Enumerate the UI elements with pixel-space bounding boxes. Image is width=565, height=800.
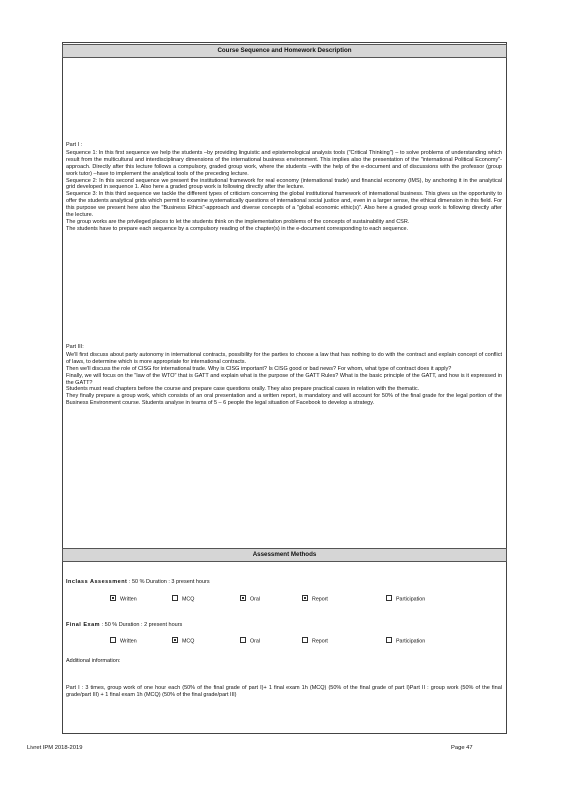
checkbox-label: Report (312, 638, 328, 645)
final-exam-checkboxes (110, 637, 500, 646)
checkbox-label: Report (312, 596, 328, 603)
unchecked-box-icon[interactable] (386, 637, 392, 643)
checkbox-written[interactable] (110, 595, 172, 604)
checkbox-label: MCQ (182, 596, 195, 603)
checkbox-label: Participation (396, 596, 426, 603)
checkbox-label: Written (120, 596, 137, 603)
footer-booklet-title: Livret IPM 2018-2019 (27, 745, 83, 751)
final-exam-row (66, 622, 502, 629)
checkbox-label: Oral (250, 596, 261, 603)
checkbox-participation[interactable] (386, 637, 466, 646)
part2-paragraph: We'll first discuss about party autonomy in international contracts, possibility for the parties to choose a law that has nothing to do with the contract and explain concept of conflict of laws, to determine which is more appropriate for international contracts. (66, 351, 502, 365)
final-exam-details: : 50 % Duration : 2 present hours (101, 622, 183, 628)
inclass-label: Inclass Assessment (66, 579, 128, 585)
part2-paragraph: Finally, we will focus on the "law of the WTO" that is GATT and explain what is the purpose of the GATT Rules? What is the basic principle of the GATT, and how is it expressed in the GATT? (66, 372, 502, 386)
checkbox-label: Oral (250, 638, 261, 645)
checkbox-label: Written (120, 638, 137, 645)
inclass-checkboxes (110, 595, 500, 604)
final-exam-label: Final Exam (66, 622, 101, 628)
checkbox-label: MCQ (182, 638, 195, 645)
part2-paragraph: Students must read chapters before the course and prepare case questions orally. They also prepare practical cases in relation with the thematic. (66, 386, 420, 393)
footer-page-number: Page 47 (451, 745, 473, 751)
part2-section (66, 344, 502, 407)
checkbox-label: Participation (396, 638, 426, 645)
part2-paragraph: Then we'll discuss the role of CISG for international trade. Why is CISG important? Is CISG good or bad news? For whom, what type of contract does it apply? (66, 365, 452, 372)
inclass-details: : 50 % Duration : 3 present hours (128, 579, 210, 585)
checked-box-icon[interactable] (172, 637, 178, 643)
part1-paragraph: Sequence 2: In this second sequence we present the institutional framework for real economy (international trade) and financial economy (IMS), by anchoring it in the analytical grid developed in sequence 1. Also here a graded group work is following directly after the lecture. (66, 177, 502, 191)
checked-box-icon[interactable] (110, 595, 116, 601)
additional-information-paragraph: Part I : 3 times, group work of one hour each (50% of the final grade of part I)+ 1 final exam 1h (MCQ) (50% of the final grade of part I)Part II : group work (50% of the final grade/part III) + 1 final exam 1h (MCQ) (50% of the final grade/part III) (66, 685, 502, 698)
unchecked-box-icon[interactable] (240, 637, 246, 643)
unchecked-box-icon[interactable] (172, 595, 178, 601)
checkbox-report[interactable] (302, 637, 386, 646)
checkbox-participation[interactable] (386, 595, 466, 604)
checkbox-mcq[interactable] (172, 595, 240, 604)
checkbox-written[interactable] (110, 637, 172, 646)
part1-title: Part I : (66, 142, 83, 148)
additional-information-label: Additional information: (66, 658, 121, 664)
checkbox-report[interactable] (302, 595, 386, 604)
unchecked-box-icon[interactable] (302, 637, 308, 643)
part2-paragraph: They finally prepare a group work, which consists of an oral presentation and a written report, is mandatory and will account for 50% of the final grade for the legal portion of the Business Environment course. Students analyse in teams of 5 – 6 people the legal situation of Facebook to develop a strategy. (66, 393, 502, 407)
assessment-methods-header: Assessment Methods (62, 548, 507, 562)
course-sequence-header: Course Sequence and Homework Description (62, 44, 507, 58)
part2-title: Part III: (66, 344, 84, 350)
unchecked-box-icon[interactable] (110, 637, 116, 643)
part1-paragraph: Sequence 3: In this third sequence we tackle the different types of criticism concerning the global institutional framework of international business. This gives us the opportunity to offer the students analytical grids which permit to examine systematically questions of international social justice and, even in a larger sense, the ethical dimension in this field. For this purpose we present here also the "Business Ethics"-approach and diverse concepts of a "global economic ethic(s)". Also here a graded group work is following directly after the lecture. (66, 191, 502, 219)
part1-section (66, 142, 502, 233)
checked-box-icon[interactable] (302, 595, 308, 601)
checkbox-mcq[interactable] (172, 637, 240, 646)
unchecked-box-icon[interactable] (386, 595, 392, 601)
inclass-assessment-row (66, 579, 502, 586)
part1-paragraph: The group works are the privileged places to let the students think on the implementation problems of the concepts of sustainability and CSR. (66, 218, 410, 225)
checkbox-oral[interactable] (240, 595, 302, 604)
checkbox-oral[interactable] (240, 637, 302, 646)
additional-information-text (66, 685, 502, 699)
part1-paragraph: The students have to prepare each sequence by a compulsory reading of the chapter(s) in the e-document corresponding to each sequence. (66, 225, 409, 232)
checked-box-icon[interactable] (240, 595, 246, 601)
part1-paragraph: Sequence 1: In this first sequence we help the students –by providing linguistic and epistemological analysis tools ("Critical Thinking") – to solve problems of understanding which result from the multicultural and interdisciplinary dimensions of the international business environment. This implies also the presentation of the "international Political Economy"-approach. Directly after this lecture follows a compulsory, graded group work, where the students –with the help of the e-document and of discussions with the professor (group work tutor) –have to implement the analytical tools of the preceding lecture. (66, 149, 502, 177)
